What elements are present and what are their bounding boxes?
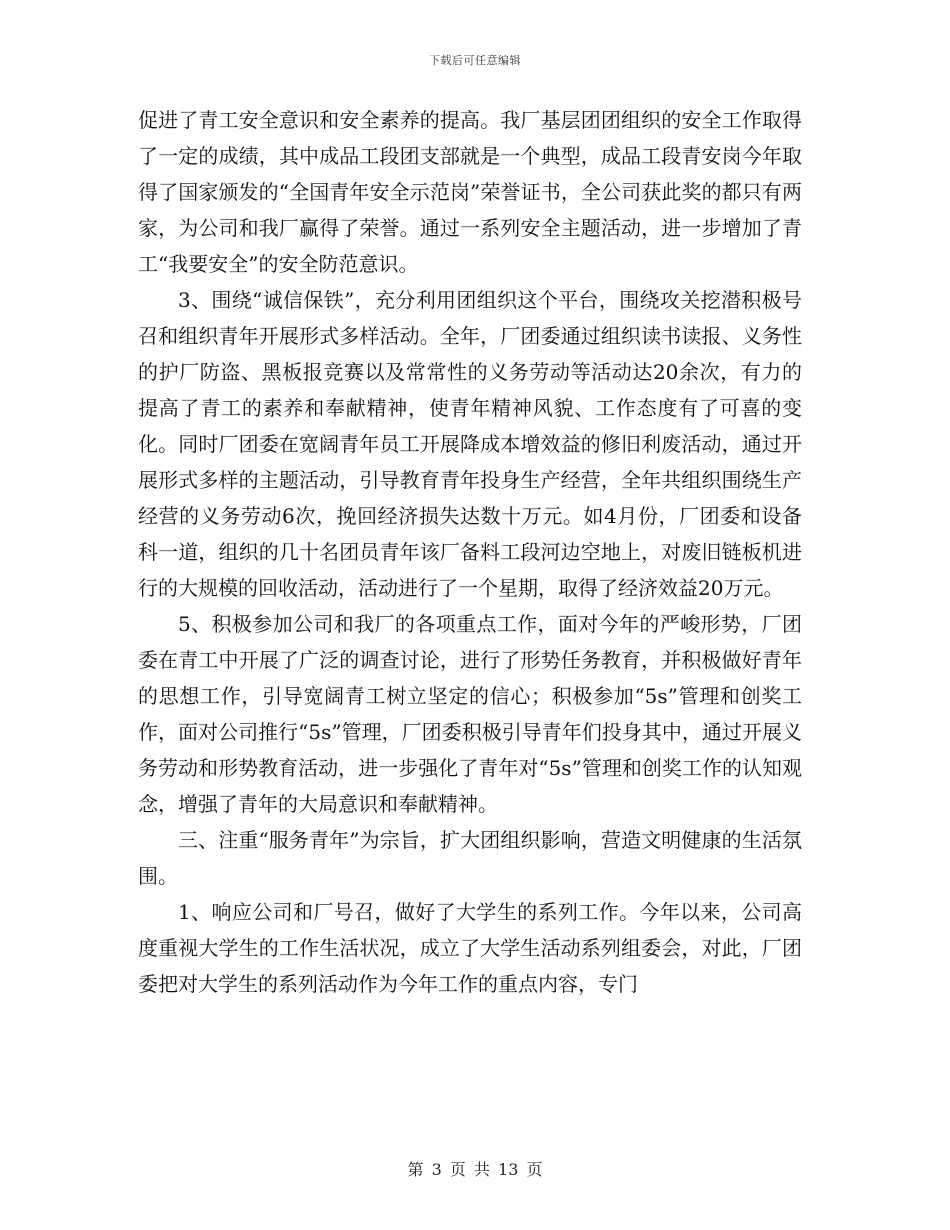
paragraph-4: 1、响应公司和厂号召，做好了大学生的系列工作。今年以来，公司高度重视大学生的工作生活状况，成立了大学生活动系列组委会，对此，厂团委把对大学生的系列活动作为今年工作的重点内容，专门: [138, 900, 802, 996]
paragraph-2: 3、围绕“诚信保铁”，充分利用团组织这个平台，围绕攻关挖潜积极号召和组织青年开展形式多样活动。全年，厂团委通过组织读书读报、义务性的护厂防盗、黑板报竞赛以及常常性的义务劳动等活动达20余次，有力的提高了青工的素养和奉献精神，使青年精神风貌、工作态度有了可喜的变化。同时厂团委在宽阔青年员工开展降成本增效益的修旧利废活动，通过开展形式多样的主题活动，引导教育青年投身生产经营，全年共组织围绕生产经营的义务劳动6次，挽回经济损失达数十万元。如4月份，厂团委和设备科一道，组织的几十名团员青年该厂备料工段河边空地上，对废旧链板机进行的大规模的回收活动，活动进行了一个星期，取得了经济效益20万元。: [138, 288, 802, 600]
document-body: [138, 102, 802, 1002]
paragraph-3: 5、积极参加公司和我厂的各项重点工作，面对今年的严峻形势，厂团委在青工中开展了广泛的调查讨论，进行了形势任务教育，并积极做好青年的思想工作，引导宽阔青工树立坚定的信心；积极参加“5s”管理和创奖工作，面对公司推行“5s”管理，厂团委积极引导青年们投身其中，通过开展义务劳动和形势教育活动，进一步强化了青年对“5s”管理和创奖工作的认知观念，增强了青年的大局意识和奉献精神。: [138, 612, 802, 816]
paragraph-1: 促进了青工安全意识和安全素养的提高。我厂基层团团组织的安全工作取得了一定的成绩，其中成品工段团支部就是一个典型，成品工段青安岗今年取得了国家颁发的“全国青年安全示范岗”荣誉证书，全公司获此奖的都只有两家，为公司和我厂赢得了荣誉。通过一系列安全主题活动，进一步增加了青工“我要安全”的安全防范意识。: [138, 108, 802, 276]
page-header: 下载后可任意编辑: [429, 54, 521, 67]
section-heading: 三、注重“服务青年”为宗旨，扩大团组织影响，营造文明健康的生活氛围。: [138, 828, 802, 888]
page-footer: 第 3 页 共 13 页: [407, 1160, 543, 1179]
